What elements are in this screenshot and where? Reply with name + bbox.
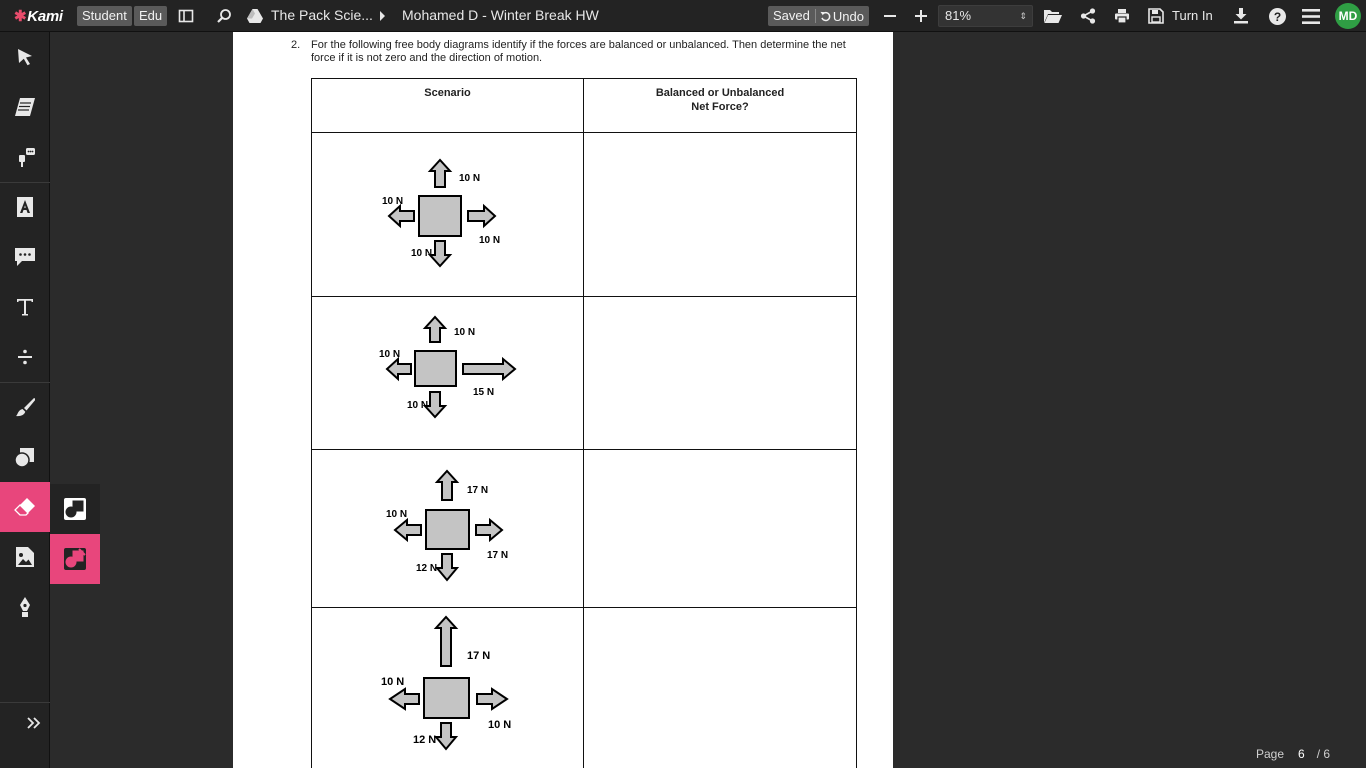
up-force-arrow	[437, 471, 457, 500]
down-force-label: 10 N	[411, 248, 433, 259]
tool-sidebar	[0, 32, 50, 768]
scenario-cell	[312, 297, 584, 450]
page-indicator	[1256, 747, 1330, 761]
answer-cell[interactable]	[584, 297, 857, 450]
answer-cell[interactable]	[584, 608, 857, 768]
eraser-object-mode[interactable]	[50, 484, 100, 534]
zoom-in-icon[interactable]	[911, 6, 931, 26]
search-icon[interactable]	[214, 6, 234, 26]
save-disk-icon	[1146, 6, 1166, 26]
right-force-arrow	[477, 689, 507, 709]
left-force-label: 10 N	[381, 676, 405, 688]
shapes-icon	[14, 446, 36, 468]
speech-icon	[14, 146, 36, 168]
up-force-label: 17 N	[467, 650, 491, 662]
object-box	[424, 678, 469, 718]
left-force-arrow	[390, 689, 419, 709]
right-force-label: 15 N	[473, 387, 495, 398]
free-body-table	[311, 78, 857, 768]
up-force-label: 17 N	[467, 485, 489, 496]
download-icon[interactable]	[1231, 6, 1251, 26]
table-row	[312, 297, 857, 450]
edu-badge[interactable]: Edu	[134, 6, 167, 26]
free-body-diagram	[312, 450, 584, 606]
zoom-out-icon[interactable]	[880, 6, 900, 26]
up-force-label: 10 N	[454, 327, 476, 338]
user-avatar[interactable]: MD	[1335, 3, 1361, 29]
help-icon[interactable]	[1267, 6, 1287, 26]
paintbrush-icon	[15, 397, 35, 417]
left-force-arrow	[387, 359, 411, 379]
expand-toolbar-button[interactable]	[9, 698, 59, 748]
scenario-header	[312, 79, 584, 133]
balanced-header-line1: Balanced or Unbalanced	[655, 87, 785, 99]
balanced-header	[584, 79, 857, 133]
double-chevron-right-icon	[27, 717, 41, 729]
equation-tool[interactable]	[0, 332, 50, 382]
eraser-tool[interactable]	[0, 482, 50, 532]
answer-cell[interactable]	[584, 450, 857, 608]
eraser-options-panel	[50, 484, 100, 584]
free-body-diagram	[312, 608, 584, 768]
free-body-diagram	[312, 133, 584, 295]
zoom-select[interactable]	[938, 5, 1033, 27]
scenario-cell	[312, 608, 584, 768]
zoom-value: 81%	[945, 8, 972, 23]
comment-tool[interactable]	[0, 232, 50, 282]
open-folder-icon[interactable]	[1043, 6, 1063, 26]
table-row	[312, 450, 857, 608]
breadcrumb-chevron-icon	[372, 6, 392, 26]
question-text: For the following free body diagrams identify if the forces are balanced or unbalanced. Then determine the net force if it is not zero and the direction of motion.	[311, 39, 846, 64]
eraser-pixel-mode[interactable]	[50, 534, 100, 584]
right-force-label: 10 N	[488, 719, 512, 731]
right-force-label: 10 N	[479, 235, 501, 246]
scenario-header-label: Scenario	[424, 87, 471, 99]
document-title[interactable]: Mohamed D - Winter Break HW	[402, 7, 599, 23]
left-force-arrow	[389, 206, 414, 226]
shapes-tool[interactable]	[0, 432, 50, 482]
object-box	[415, 351, 456, 386]
table-row	[312, 608, 857, 768]
right-force-arrow	[468, 206, 495, 226]
image-icon	[15, 546, 35, 568]
undo-button[interactable]	[816, 9, 869, 24]
menu-icon[interactable]	[1301, 6, 1321, 26]
select-tool[interactable]	[0, 32, 50, 82]
drawing-tool[interactable]	[0, 382, 50, 432]
down-force-arrow	[436, 723, 456, 749]
svg-text:?: ?	[1273, 9, 1281, 24]
up-force-label: 10 N	[459, 173, 481, 184]
page-label: Page	[1256, 747, 1285, 761]
signature-tool[interactable]	[0, 582, 50, 632]
share-icon[interactable]	[1078, 6, 1098, 26]
saved-status: Saved	[768, 9, 816, 23]
right-force-label: 17 N	[487, 550, 509, 561]
top-toolbar	[0, 0, 1366, 32]
object-box	[426, 510, 469, 549]
undo-icon	[820, 11, 831, 22]
logo-text: Kami	[27, 8, 63, 25]
text-tool[interactable]	[0, 282, 50, 332]
turn-in-label: Turn In	[1172, 8, 1213, 23]
page-total: / 6	[1316, 747, 1331, 761]
breadcrumb-folder[interactable]: The Pack Scie...	[271, 7, 373, 23]
down-force-arrow	[430, 241, 450, 266]
image-tool[interactable]	[0, 532, 50, 582]
pixel-eraser-icon	[63, 547, 87, 571]
student-badge[interactable]: Student	[77, 6, 132, 26]
down-force-label: 12 N	[413, 734, 437, 746]
table-row	[312, 133, 857, 297]
down-force-label: 12 N	[416, 563, 438, 574]
right-force-arrow	[463, 359, 515, 379]
left-force-label: 10 N	[382, 196, 404, 207]
print-icon[interactable]	[1112, 6, 1132, 26]
down-force-label: 10 N	[407, 400, 429, 411]
down-force-arrow	[437, 554, 457, 580]
undo-label: Undo	[832, 8, 864, 24]
cursor-arrow-icon	[16, 48, 34, 66]
up-force-arrow	[425, 317, 445, 342]
balanced-header-line2: Net Force?	[691, 101, 749, 113]
division-icon	[17, 349, 33, 365]
google-drive-icon[interactable]	[245, 6, 265, 26]
zoom-caret-icon: ⇕	[1019, 11, 1027, 21]
current-page-input[interactable]: 6	[1298, 747, 1305, 761]
object-box	[419, 196, 461, 236]
answer-cell[interactable]	[584, 133, 857, 297]
book-icon	[14, 97, 36, 117]
up-force-arrow	[430, 160, 450, 187]
left-force-label: 10 N	[386, 509, 408, 520]
eraser-icon	[14, 497, 36, 517]
scenario-cell	[312, 133, 584, 297]
sidebar-toggle-icon[interactable]	[176, 6, 196, 26]
object-eraser-icon	[63, 497, 87, 521]
question-number: 2.	[291, 39, 301, 51]
comment-bubble-icon	[14, 247, 36, 267]
document-page[interactable]	[233, 32, 893, 768]
text-t-icon	[16, 298, 34, 316]
kami-logo[interactable]	[14, 7, 63, 25]
free-body-diagram	[312, 297, 584, 448]
left-force-label: 10 N	[379, 349, 401, 360]
right-force-arrow	[476, 520, 502, 540]
left-force-arrow	[395, 520, 421, 540]
pen-nib-icon	[18, 596, 32, 618]
logo-mark-icon: ✱	[14, 8, 27, 25]
highlighter-icon	[15, 196, 35, 218]
text-to-speech-tool[interactable]	[0, 132, 50, 182]
save-status-group	[768, 6, 869, 26]
reading-tool[interactable]	[0, 82, 50, 132]
up-force-arrow	[436, 617, 456, 666]
highlighter-tool[interactable]	[0, 182, 50, 232]
scenario-cell	[312, 450, 584, 608]
